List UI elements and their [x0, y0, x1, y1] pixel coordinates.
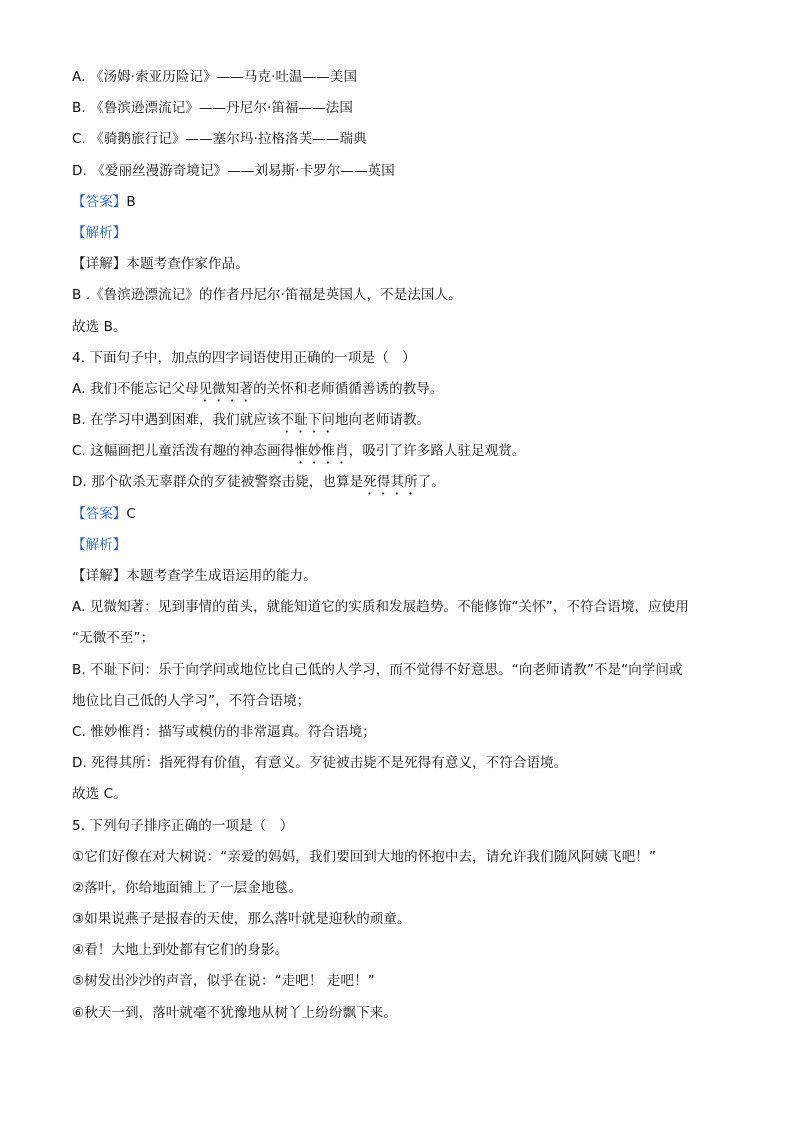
q4-option-b	[72, 405, 722, 436]
q4-explain-a-1: A. 见微知著：见到事情的苗头，就能知道它的实质和发展趋势。不能修饰“关怀”，不符合语境，应使用	[72, 599, 689, 616]
option-text: C. 这幅画把儿童活泼有趣的神态画得	[72, 443, 295, 460]
analysis-tag: 【解析】	[72, 224, 127, 241]
option-text: D. 那个砍杀无辜群众的歹徒被警察击毙，也算是	[72, 474, 364, 491]
q3-option-b: B. 《鲁滨逊漂流记》——丹尼尔·笛福——法国	[72, 100, 353, 117]
q3-option-a: A. 《汤姆·索亚历险记》——马克·吐温——美国	[72, 69, 358, 85]
q4-explain-a-2: “无微不至”；	[72, 630, 155, 647]
q4-detail	[72, 561, 722, 592]
document-page	[72, 62, 722, 1029]
answer-value: C	[126, 505, 136, 522]
q4-option-c	[72, 436, 722, 467]
q3-explain: B .《鲁滨逊漂流记》的作者丹尼尔·笛福是英国人，不是法国人。	[72, 287, 462, 304]
q5-sentence-2: ②落叶，你给地面铺上了一层金地毯。	[72, 879, 302, 896]
analysis-tag: 【解析】	[72, 536, 127, 553]
option-text: 的关怀和老师循循善诱的教导。	[253, 380, 444, 397]
option-text: ，吸引了许多路人驻足观赏。	[348, 443, 526, 460]
q4-answer	[72, 499, 722, 530]
q3-answer	[72, 187, 722, 218]
q5-sentence-5: ⑤树发出沙沙的声音，似乎在说：“走吧！ 走吧！”	[72, 973, 375, 990]
answer-tag: 【答案】	[72, 193, 127, 210]
option-text: B. 在学习中遇到困难，我们就应该	[72, 412, 281, 429]
dotted-word: 死得其所	[363, 474, 418, 491]
option-text: 了。	[417, 474, 445, 491]
q3-analysis	[72, 218, 722, 249]
q4-stem: 4. 下面句子中，加点的四字词语使用正确的一项是（ ）	[72, 349, 416, 366]
q5-stem: 5. 下列句子排序正确的一项是（ ）	[72, 817, 294, 834]
answer-value: B	[126, 193, 136, 210]
option-text: A. 我们不能忘记父母	[72, 380, 199, 397]
q3-detail	[72, 249, 722, 280]
detail-tag: 【详解】	[72, 568, 127, 584]
q3-conclusion: 故选 B。	[72, 318, 127, 335]
q4-option-a	[72, 374, 722, 405]
q3-option-d: D. 《爱丽丝漫游奇境记》——刘易斯·卡罗尔——英国	[72, 162, 395, 179]
detail-tag: 【详解】	[72, 256, 127, 273]
q5-sentence-3: ③如果说燕子是报春的天使，那么落叶就是迎秋的顽童。	[72, 911, 411, 928]
q3-option-c: C. 《骑鹅旅行记》——塞尔玛·拉格洛芙——瑞典	[72, 131, 367, 148]
q5-sentence-6: ⑥秋天一到，落叶就毫不犹豫地从树丫上纷纷飘下来。	[72, 1004, 398, 1021]
answer-tag: 【答案】	[72, 505, 127, 522]
option-text: 地向老师请教。	[334, 412, 431, 429]
detail-text: 本题考查学生成语运用的能力。	[126, 568, 317, 584]
q4-explain-b-2: 地位比自己低的人学习”，不符合语境；	[72, 692, 311, 709]
q5-sentence-4: ④看！大地上到处都有它们的身影。	[72, 942, 289, 959]
dotted-word: 惟妙惟肖	[294, 443, 349, 460]
detail-text: 本题考查作家作品。	[126, 256, 249, 273]
dotted-word: 见微知著	[198, 380, 254, 397]
q4-explain-d: D. 死得其所：指死得有价值，有意义。歹徒被击毙不是死得有意义，不符合语境。	[72, 755, 568, 772]
q4-explain-b-1: B. 不耻下问：乐于向学问或地位比自己低的人学习，而不觉得不好意思。“向老师请教”不是“向学问或	[72, 661, 683, 678]
q4-conclusion: 故选 C。	[72, 786, 127, 803]
dotted-word: 不耻下问	[280, 412, 335, 429]
q5-sentence-1: ①它们好像在对大树说：“亲爱的妈妈，我们要回到大地的怀抱中去，请允许我们随风阿姨飞吧！”	[72, 848, 656, 865]
q4-option-d	[72, 467, 722, 498]
q4-explain-c: C. 惟妙惟肖：描写或模仿的非常逼真。符合语境；	[72, 723, 376, 740]
q4-analysis	[72, 530, 722, 561]
